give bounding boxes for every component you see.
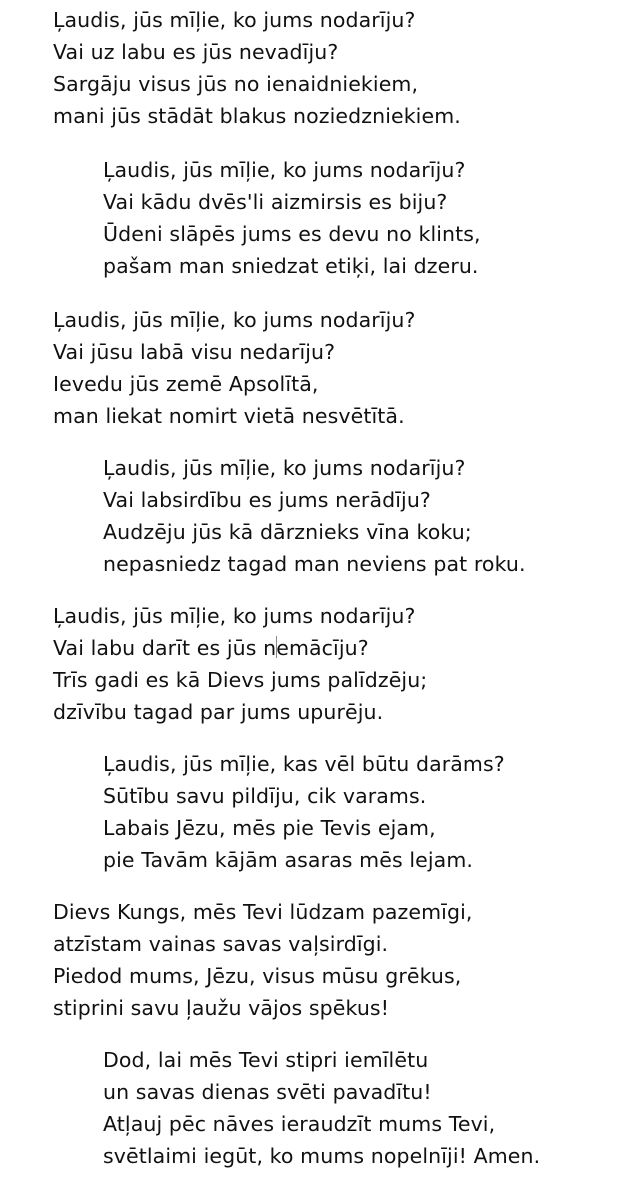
stanza-8 <box>103 1044 540 1172</box>
verse-line[interactable]: Vai jūsu labā visu nedarīju? <box>53 340 336 364</box>
verse-line[interactable]: Vai uz labu es jūs nevadīju? <box>53 40 339 64</box>
verse-line[interactable]: svētlaimi iegūt, ko mums nopelnīji! Amen. <box>103 1144 541 1168</box>
verse-line[interactable]: pašam man sniedzat etiķi, lai dzeru. <box>103 254 479 278</box>
verse-line[interactable]: Sargāju visus jūs no ienaidniekiem, <box>53 72 419 96</box>
verse-line[interactable]: mani jūs stādāt blakus noziedzniekiem. <box>53 104 461 128</box>
verse-line[interactable]: pie Tavām kājām asaras mēs lejam. <box>103 848 474 872</box>
verse-line-after-cursor: emācīju? <box>276 636 369 660</box>
verse-line[interactable]: Vai kādu dvēs'li aizmirsis es biju? <box>103 190 448 214</box>
stanza-5 <box>53 600 427 728</box>
verse-line-before-cursor: Vai labu darīt es jūs n <box>53 636 277 660</box>
verse-line[interactable]: stiprini savu ļaužu vājos spēkus! <box>53 996 390 1020</box>
stanza-1 <box>53 4 461 132</box>
verse-line[interactable]: Ļaudis, jūs mīļie, ko jums nodarīju? <box>103 158 466 182</box>
verse-line[interactable]: Audzēju jūs kā dārznieks vīna koku; <box>103 520 472 544</box>
verse-line[interactable]: dzīvību tagad par jums upurēju. <box>53 700 384 724</box>
verse-line[interactable]: Labais Jēzu, mēs pie Tevis ejam, <box>103 816 436 840</box>
verse-line[interactable]: Sūtību savu pildīju, cik varams. <box>103 784 427 808</box>
verse-line[interactable]: Piedod mums, Jēzu, visus mūsu grēkus, <box>53 964 462 988</box>
verse-line[interactable]: Vai labsirdību es jums nerādīju? <box>103 488 431 512</box>
verse-line[interactable]: Ļaudis, jūs mīļie, ko jums nodarīju? <box>103 456 466 480</box>
verse-line[interactable]: Dod, lai mēs Tevi stipri iemīlētu <box>103 1048 429 1072</box>
stanza-6 <box>103 748 505 876</box>
verse-line[interactable] <box>53 632 427 664</box>
verse-line[interactable]: Ļaudis, jūs mīļie, ko jums nodarīju? <box>53 308 416 332</box>
verse-line[interactable]: man liekat nomirt vietā nesvētītā. <box>53 404 405 428</box>
verse-line[interactable]: nepasniedz tagad man neviens pat roku. <box>103 552 526 576</box>
verse-line[interactable]: Ļaudis, jūs mīļie, ko jums nodarīju? <box>53 8 416 32</box>
verse-line[interactable]: Trīs gadi es kā Dievs jums palīdzēju; <box>53 668 428 692</box>
verse-line[interactable]: un savas dienas svēti pavadītu! <box>103 1080 432 1104</box>
verse-line[interactable]: atzīstam vainas savas vaļsirdīgi. <box>53 932 389 956</box>
verse-line[interactable]: Ļaudis, jūs mīļie, ko jums nodarīju? <box>53 604 416 628</box>
stanza-3 <box>53 304 415 432</box>
verse-line[interactable]: Dievs Kungs, mēs Tevi lūdzam pazemīgi, <box>53 900 473 924</box>
verse-line[interactable]: Atļauj pēc nāves ieraudzīt mums Tevi, <box>103 1112 496 1136</box>
stanza-7 <box>53 896 472 1024</box>
verse-line[interactable]: Ievedu jūs zemē Apsolītā, <box>53 372 319 396</box>
verse-line[interactable]: Ļaudis, jūs mīļie, kas vēl būtu darāms? <box>103 752 505 776</box>
stanza-4 <box>103 452 526 580</box>
stanza-2 <box>103 154 481 282</box>
verse-line[interactable]: Ūdeni slāpēs jums es devu no klints, <box>103 222 481 246</box>
